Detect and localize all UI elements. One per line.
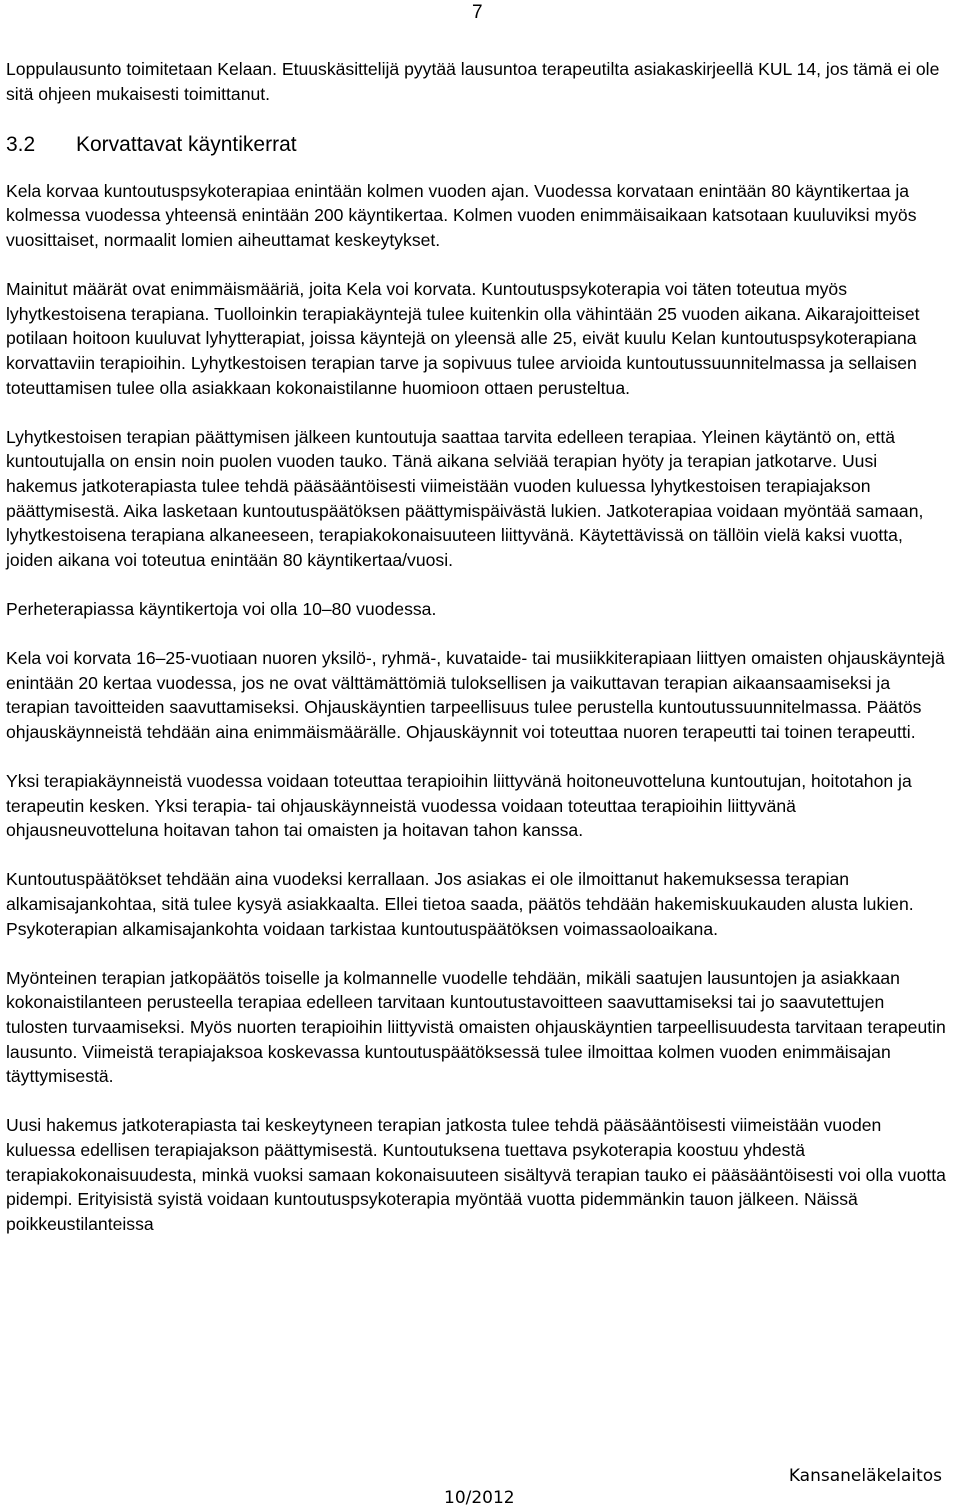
- paragraph-ohjauskaynnit: Kela voi korvata 16–25-vuotiaan nuoren yksilö-, ryhmä-, kuvataide- tai musiikkiterapiaan liittyen omaisten ohjauskäyntejä enintään 20 kertaa vuodessa, jos ne ovat välttämättömiä tuloksellisen ja vaikuttavan terapian aikaansaamiseksi ja terapian tavoitteiden saavuttamiseksi. Ohjauskäyntien tarpeellisuus tulee perustella kuntoutussuunnitelmassa. Päätös ohjauskäynneistä tehdään aina enimmäismäärälle. Ohjauskäynnit voi toteuttaa nuoren terapeutti tai toinen terapeutti.: [6, 648, 945, 742]
- page-number: 7: [472, 2, 483, 23]
- footer-organization: Kansaneläkelaitos: [788, 1466, 942, 1486]
- paragraph-loppulausunto: Loppulausunto toimitetaan Kelaan. Etuuskäsittelijä pyytää lausuntoa terapeutilta asiakaskirjeellä KUL 14, jos tämä ei ole sitä ohjeen mukaisesti toimittanut.: [6, 59, 940, 104]
- document-body: [6, 57, 946, 1261]
- paragraph-perheterapia: Perheterapiassa käyntikertoja voi olla 10–80 vuodessa.: [6, 598, 437, 619]
- section-title: Korvattavat käyntikerrat: [76, 132, 297, 156]
- paragraph-enimmaismaarat: Mainitut määrät ovat enimmäismääriä, joita Kela voi korvata. Kuntoutuspsykoterapia voi täten toteutua myös lyhytkestoisena terapiana. Tuolloinkin terapiakäyntejä tulee kuitenkin olla vähintään 25 vuoden aikana. Aikarajoitteiset potilaan hoitoon kuuluvat lyhytterapiat, joissa käyntejä on yleensä alle 25, eivät kuulu Kelan kuntoutuspsykoterapiana korvattaviin terapioihin. Lyhytkestoisen terapian tarve ja sopivuus tulee arvioida kuntoutussuunnitelmassa ja sellaisen toteuttamisen tulee olla asiakkaan kokonaistilanne huomioon ottaen perusteltua.: [6, 279, 920, 398]
- paragraph-jatkopaatos: Myönteinen terapian jatkopäätös toiselle ja kolmannelle vuodelle tehdään, mikäli saatujen lausuntojen ja asiakkaan kokonaistilanteen perusteella terapiaa edelleen tarvitaan kuntoutustavoitteen saavuttamiseksi tai jo saavutettujen tulosten turvaamiseksi. Myös nuorten terapioihin liittyvistä omaisten ohjauskäyntien tarpeellisuudesta tarvitaan terapeutin lausunto. Viimeistä terapiajaksoa koskevassa kuntoutuspäätöksessä tulee ilmoittaa kolmen vuoden enimmäisajan täyttymisestä.: [6, 967, 946, 1087]
- section-heading: [6, 131, 946, 159]
- paragraph-uusi-hakemus: Uusi hakemus jatkoterapiasta tai keskeytyneen terapian jatkosta tulee tehdä pääsääntöisesti viimeistään vuoden kuluessa edellisen terapiajakson päättymisestä. Kuntoutuksena tuettava psykoterapia koostuu yhdestä terapiakokonaisuudesta, minkä vuoksi samaan kokonaisuuteen sisältyvä terapian tauko ei pääsääntöisesti voi olla vuotta pidempi. Erityisistä syistä voidaan kuntoutuspsykoterapia myöntää vuotta pidemmänkin tauon jälkeen. Näissä poikkeustilanteissa: [6, 1115, 946, 1234]
- paragraph-kuntoutuspaatokset: Kuntoutuspäätökset tehdään aina vuodeksi kerrallaan. Jos asiakas ei ole ilmoittanut hakemuksessa terapian alkamisajankohtaa, sitä tulee kysyä asiakkaalta. Ellei tietoa saada, päätös tehdään hakemiskuukauden alusta lukien. Psykoterapian alkamisajankohta voidaan tarkistaa kuntoutuspäätöksen voimassaoloaikana.: [6, 869, 914, 939]
- section-number: 3.2: [6, 132, 36, 156]
- paragraph-korvausaika: Kela korvaa kuntoutuspsykoterapiaa enintään kolmen vuoden ajan. Vuodessa korvataan enintään 80 käyntikertaa ja kolmessa vuodessa yhteensä enintään 200 käyntikertaa. Kolmen vuoden enimmäisaikaan katsotaan kuuluviksi myös vuosittaiset, normaalit lomien aiheuttamat keskeytykset.: [6, 180, 917, 250]
- footer-date: 10/2012: [444, 1488, 515, 1508]
- paragraph-hoitoneuvottelu: Yksi terapiakäynneistä vuodessa voidaan toteuttaa terapioihin liittyvänä hoitoneuvotteluna kuntoutujan, hoitotahon ja terapeutin kesken. Yksi terapia- tai ohjauskäynneistä vuodessa voidaan toteuttaa terapioihin liittyvänä ohjausneuvotteluna hoitavan tahon tai omaisten ja hoitavan tahon kanssa.: [6, 771, 912, 841]
- paragraph-jatkoterapia: Lyhytkestoisen terapian päättymisen jälkeen kuntoutuja saattaa tarvita edelleen terapiaa. Yleinen käytäntö on, että kuntoutujalla on ensin noin puolen vuoden tauko. Tänä aikana selviää terapian hyöty ja terapian jatkotarve. Uusi hakemus jatkoterapiasta tulee tehdä pääsääntöisesti viimeistään vuoden kuluessa lyhytkestoisen terapiajakson päättymisestä. Aika lasketaan kuntoutuspäätöksen päättymispäivästä lukien. Jatkoterapiaa voidaan myöntää samaan, lyhytkestoisena terapiana alkaneeseen, terapiakokonaisuuteen liittyvänä. Käytettävissä on tällöin vielä kaksi vuotta, joiden aikana voi toteutua enintään 80 käyntikertaa/vuosi.: [6, 426, 924, 570]
